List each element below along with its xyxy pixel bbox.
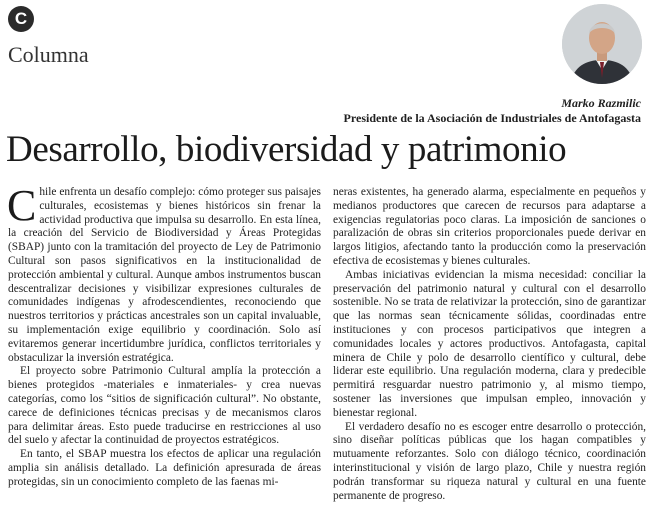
author-photo [562,4,642,84]
author-portrait-icon [562,4,642,84]
article-paragraph: neras existentes, ha generado alarma, especialmente en pequeños y medianos productores que carecen de recursos para adaptarse a exigencias regulatorias poco claras. La imposición de sanciones o paralización de obras sin criterios proporcionales puede derivar en largos litigios, afectando tanto la producción como la preservación efectiva de ecosistemas y bienes culturales. [333,186,646,267]
article-paragraph: Ambas iniciativas evidencian la misma necesidad: conciliar la preservación del patrimonio natural y cultural con el desarrollo sostenible. No se trata de relativizar la protección, sino de garantizar que las normas sean técnicamente sólidas, coordinadas entre instituciones y con procesos participativos que integren a comunidades locales y actores productivos. Antofagasta, capital minera de Chile y polo de desarrollo científico y cultural, debe liderar este equilibrio. Una regulación moderna, clara y predecible permitirá resguardar nuestro patrimonio y, al mismo tiempo, sostener las inversiones que impulsan empleo, innovación y bienestar regional. [333,268,646,419]
article-paragraph: El proyecto sobre Patrimonio Cultural amplía la protección a bienes protegidos -materiales e inmateriales- y crea nuevas categorías, como los “sitios de significación cultural”. No obstante, carece de definiciones técnicas precisas y de mecanismos claros para delimitar áreas. Esto puede traducirse en restricciones al uso del suelo y afectar la continuidad de proyectos estratégicos. [8,365,321,447]
article-column-right [333,186,646,503]
author-role: Presidente de la Asociación de Industriales de Antofagasta [343,111,641,125]
section-label: Columna [8,42,89,67]
article-paragraph: El verdadero desafío no es escoger entre desarrollo o protección, sino diseñar políticas públicas que los hagan compatibles y mutuamente reforzantes. Solo con diálogo técnico, coordinación interinstitucional y visión de largo plazo, Chile y nuestra región podrán transformar su riqueza natural y cultural en una fuente permanente de progreso. [333,420,646,502]
drop-cap: C [7,181,37,230]
headline: Desarrollo, biodiversidad y patrimonio [6,129,567,170]
section-badge: C [8,6,34,32]
article-paragraph: Chile enfrenta un desafío complejo: cómo proteger sus paisajes culturales, ecosistemas y bienes históricos sin frenar la actividad productiva que impulsa su desarrollo. En esta línea, la creación del Servicio de Biodiversidad y Áreas Protegidas (SBAP) junto con la tramitación del proyecto de Ley de Patrimonio Cultural son pasos significativos en la institucionalidad de protección ambiental y cultural. Aunque ambos instrumentos buscan descentralizar decisiones y visibilizar expresiones culturales de comunidades indígenas y afrodescendientes, reconociendo que nuestros territorios y prácticas ancestrales son un capital invaluable, su implementación exige equilibrio y coordinación. Solo así evitaremos generar incertidumbre jurídica, conflictos territoriales y obstaculizar la inversión estratégica. [7,181,321,364]
author-name: Marko Razmilic [561,96,641,110]
author-block [344,96,641,126]
article-column-left [7,181,321,490]
article-paragraph: En tanto, el SBAP muestra los efectos de aplicar una regulación amplia sin análisis detallado. La definición apresurada de áreas protegidas, sin un conocimiento completo de las faenas mi- [8,448,321,488]
